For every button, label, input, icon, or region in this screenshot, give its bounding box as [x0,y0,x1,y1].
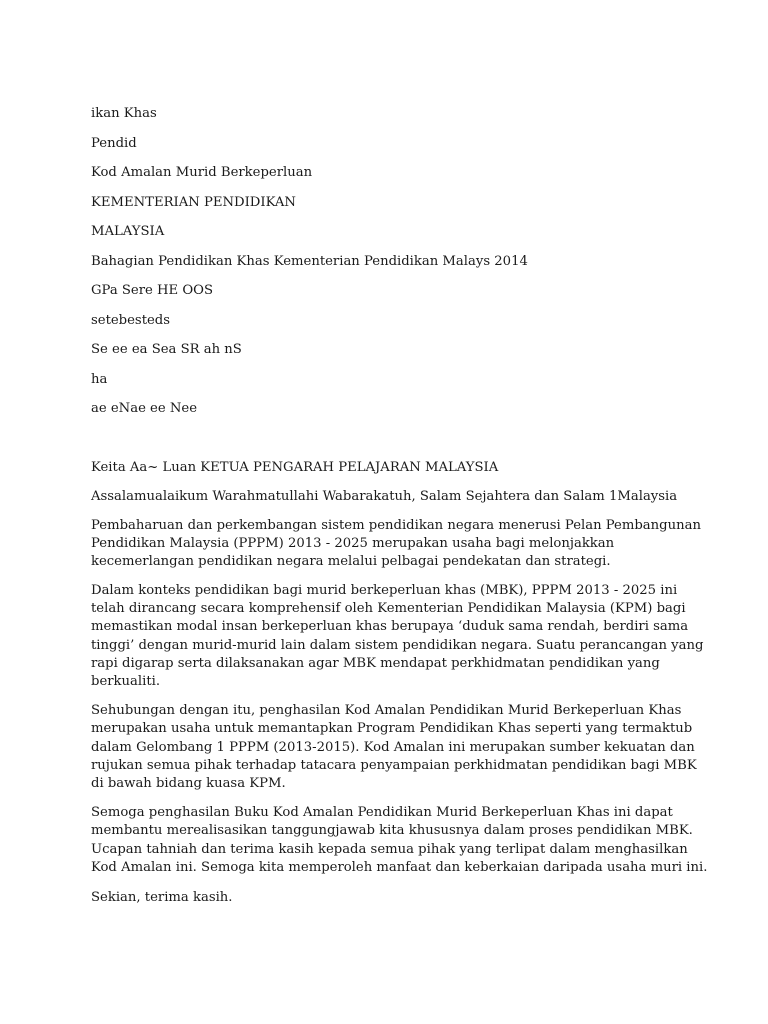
letter-closing: Sekian, terima kasih. [91,889,233,905]
header-line-3: Kod Amalan Murid Berkeperluan [91,165,313,180]
section-gap [91,429,691,458]
paragraph-line: Dalam konteks pendidikan bagi murid berkeperluan khas (MBK), PPPM 2013 - 2025 ini [91,582,678,598]
paragraph-line: kecemerlangan pendidikan negara melalui pelbagai pendekatan dan strategi. [91,554,611,570]
header-line-4: KEMENTERIAN PENDIDIKAN [91,194,296,210]
paragraph-line: rapi digarap serta dilaksanakan agar MBK mendapat perkhidmatan pendidikan yang [91,656,660,672]
header-line-10: ha [91,371,108,387]
letter-greeting: Assalamualaikum Warahmatullahi Wabarakatuh, Salam Sejahtera dan Salam 1Malaysia [91,489,678,504]
paragraph-line: telah dirancang secara komprehensif oleh Kementerian Pendidikan Malaysia (KPM) bagi [91,601,686,617]
document-body [91,104,708,917]
paragraph-line: dalam Gelombang 1 PPPM (2013-2015). Kod Amalan ini merupakan sumber kekuatan dan [91,739,695,755]
paragraph-line: membantu merealisasikan tanggungjawab kita khususnya dalam proses pendidikan MBK. [91,823,693,839]
header-line-6: Bahagian Pendidikan Khas Kementerian Pendidikan Malays 2014 [91,253,528,269]
header-line-7: GPa Sere HE OOS [91,283,213,298]
letter-heading: Keita Aa~ Luan KETUA PENGARAH PELAJARAN MALAYSIA [91,459,499,475]
header-line-2: Pendid [91,135,137,151]
header-line-9: Se ee ea Sea SR ah nS [91,342,242,357]
header-line-11: ae eNae ee Nee [91,401,198,416]
paragraph-line: tinggi’ dengan murid-murid lain dalam sistem pendidikan negara. Suatu perancangan yang [91,637,704,653]
paragraph-2 [91,582,704,692]
paragraph-line: merupakan usaha untuk memantapkan Program Pendidikan Khas seperti yang termaktub [91,721,693,737]
paragraph-line: berkualiti. [91,674,161,690]
paragraph-line: Kod Amalan ini. Semoga kita memperoleh manfaat dan keberkaian daripada usaha muri ini. [91,860,708,876]
paragraph-line: Pendidikan Malaysia (PPPM) 2013 - 2025 merupakan usaha bagi melonjakkan [91,535,615,551]
paragraph-line: rujukan semua pihak terhadap tatacara penyampaian perkhidmatan pendidikan bagi MBK [91,758,697,774]
paragraph-line: Pembaharuan dan perkembangan sistem pendidikan negara menerusi Pelan Pembangunan [91,517,701,533]
paragraph-line: Sehubungan dengan itu, penghasilan Kod Amalan Pendidikan Murid Berkeperluan Khas [91,703,682,719]
paragraph-line: Semoga penghasilan Buku Kod Amalan Pendidikan Murid Berkeperluan Khas ini dapat [91,805,673,821]
header-line-5: MALAYSIA [91,224,165,239]
paragraph-1 [91,517,701,572]
header-line-1: ikan Khas [91,106,157,121]
paragraph-line: di bawah bidang kuasa KPM. [91,776,286,792]
paragraph-line: memastikan modal insan berkeperluan khas berupaya ‘duduk sama rendah, berdiri sama [91,619,689,635]
header-line-8: setebesteds [91,312,171,328]
paragraph-4 [91,804,708,877]
paragraph-line: Ucapan tahniah dan terima kasih kepada semua pihak yang terlipat dalam menghasilkan [91,841,688,857]
paragraph-3 [91,702,697,793]
